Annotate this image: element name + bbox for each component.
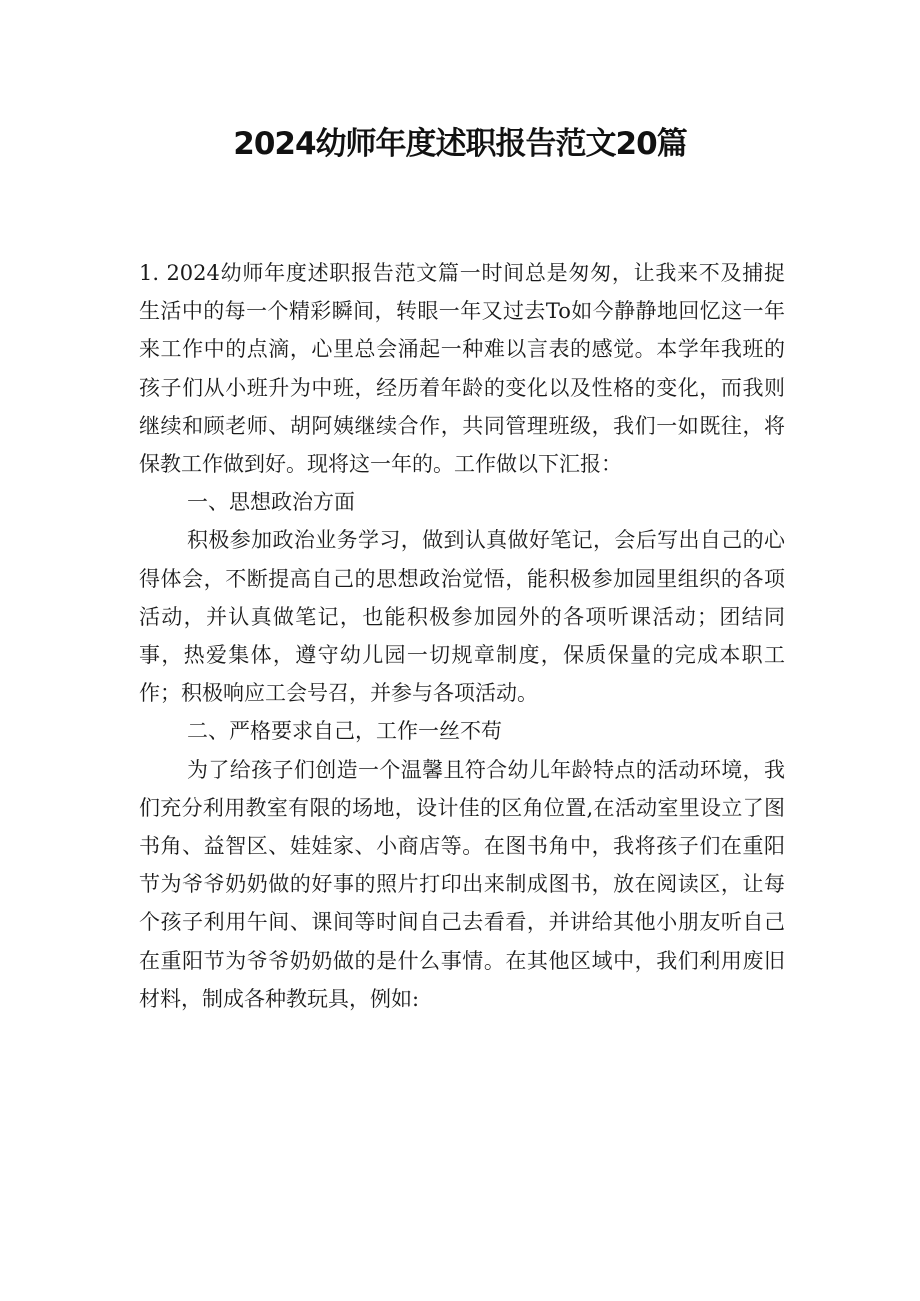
document-title: 2024幼师年度述职报告范文20篇: [233, 126, 687, 162]
section-paragraph-political: 积极参加政治业务学习，做到认真做好笔记，会后写出自己的心得体会，不断提高自己的思想政治觉悟，能积极参加园里组织的各项活动，并认真做笔记，也能积极参加园外的各项听课活动；团结同事，热爱集体，遵守幼儿园一切规章制度，保质保量的完成本职工作；积极响应工会号召，并参与各项活动。: [139, 528, 785, 706]
section-heading-political: 一、思想政治方面: [187, 490, 355, 515]
document-body: [139, 254, 785, 1018]
section-paragraph-environment: 为了给孩子们创造一个温馨且符合幼儿年龄特点的活动环境，我们充分利用教室有限的场地，设计佳的区角位置,在活动室里设立了图书角、益智区、娃娃家、小商店等。在图书角中，我将孩子们在重阳节为爷爷奶奶做的好事的照片打印出来制成图书，放在阅读区，让每个孩子利用午间、课间等时间自己去看看，并讲给其他小朋友听自己在重阳节为爷爷奶奶做的是什么事情。在其他区域中，我们利用废旧材料，制成各种教玩具，例如:: [139, 757, 785, 1011]
intro-paragraph: 1. 2024幼师年度述职报告范文篇一时间总是匆匆，让我来不及捕捉生活中的每一个精彩瞬间，转眼一年又过去To如今静静地回忆这一年来工作中的点滴，心里总会涌起一种难以言表的感觉。本学年我班的孩子们从小班升为中班，经历着年龄的变化以及性格的变化，而我则继续和顾老师、胡阿姨继续合作，共同管理班级，我们一如既往，将保教工作做到好。现将这一年的。工作做以下汇报：: [139, 261, 785, 477]
section-heading-strict-requirements: 二、严格要求自己，工作一丝不苟: [187, 719, 502, 744]
